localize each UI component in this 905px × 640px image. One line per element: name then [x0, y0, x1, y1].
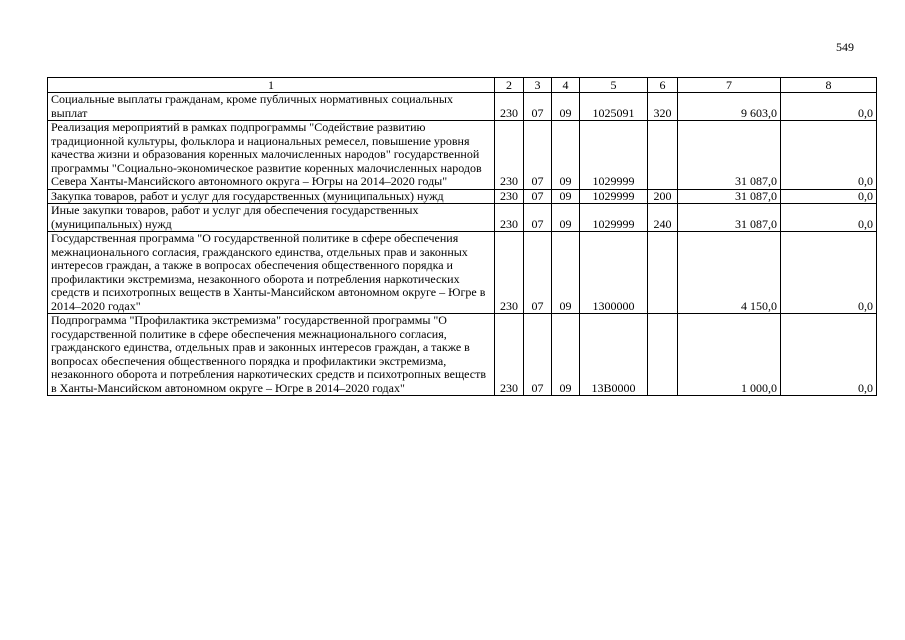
section-code: 07 — [524, 189, 552, 204]
table-row — [48, 121, 877, 190]
column-header: 3 — [524, 78, 552, 93]
amount: 1 000,0 — [678, 314, 781, 396]
section-code: 07 — [524, 204, 552, 232]
column-header: 2 — [495, 78, 524, 93]
expense-type-code — [648, 121, 678, 190]
row-name: Реализация мероприятий в рамках подпрограммы "Содействие развитию традиционной культуры, фольклора и национальных ремесел, повышение уровня качества жизни и образования коренных малочисленных народов" государственной программы "Социально-экономическое развитие коренных малочисленных народов Севера Ханты-Мансийского автономного округа – Югры на 2014–2020 годы" — [48, 121, 495, 190]
amount-2: 0,0 — [781, 204, 877, 232]
target-code: 13В0000 — [580, 314, 648, 396]
expense-type-code: 200 — [648, 189, 678, 204]
subsection-code: 09 — [552, 189, 580, 204]
amount-2: 0,0 — [781, 314, 877, 396]
amount-2: 0,0 — [781, 93, 877, 121]
admin-code: 230 — [495, 232, 524, 314]
target-code: 1025091 — [580, 93, 648, 121]
amount: 31 087,0 — [678, 121, 781, 190]
table-row — [48, 93, 877, 121]
budget-table — [47, 77, 877, 396]
table-row — [48, 189, 877, 204]
expense-type-code: 240 — [648, 204, 678, 232]
expense-type-code: 320 — [648, 93, 678, 121]
table-row — [48, 314, 877, 396]
target-code: 1300000 — [580, 232, 648, 314]
amount-2: 0,0 — [781, 189, 877, 204]
admin-code: 230 — [495, 314, 524, 396]
amount-2: 0,0 — [781, 232, 877, 314]
amount: 9 603,0 — [678, 93, 781, 121]
row-name: Государственная программа "О государственной политике в сфере обеспечения межнационального согласия, гражданского единства, отдельных прав и законных интересов граждан, а также в вопросах обеспечения общественного порядка и профилактики экстремизма, незаконного оборота и потребления наркотических средств и психотропных веществ в Ханты-Мансийском автономном округе – Югре в 2014–2020 годах" — [48, 232, 495, 314]
subsection-code: 09 — [552, 204, 580, 232]
header-row — [48, 78, 877, 93]
section-code: 07 — [524, 232, 552, 314]
admin-code: 230 — [495, 204, 524, 232]
row-name: Закупка товаров, работ и услуг для государственных (муниципальных) нужд — [48, 189, 495, 204]
target-code: 1029999 — [580, 204, 648, 232]
subsection-code: 09 — [552, 121, 580, 190]
table-row — [48, 232, 877, 314]
amount: 31 087,0 — [678, 204, 781, 232]
column-header: 6 — [648, 78, 678, 93]
target-code: 1029999 — [580, 189, 648, 204]
subsection-code: 09 — [552, 232, 580, 314]
section-code: 07 — [524, 314, 552, 396]
row-name: Подпрограмма "Профилактика экстремизма" государственной программы "О государственной политике в сфере обеспечения межнационального согласия, гражданского единства, отдельных прав и законных интересов граждан, а также в вопросах обеспечения общественного порядка и профилактики экстремизма, незаконного оборота и потребления наркотических средств и психотропных веществ в Ханты-Мансийском автономном округе – Югре в 2014–2020 годах" — [48, 314, 495, 396]
row-name: Социальные выплаты гражданам, кроме публичных нормативных социальных выплат — [48, 93, 495, 121]
target-code: 1029999 — [580, 121, 648, 190]
column-header: 1 — [48, 78, 495, 93]
expense-type-code — [648, 314, 678, 396]
admin-code: 230 — [495, 121, 524, 190]
expense-type-code — [648, 232, 678, 314]
section-code: 07 — [524, 121, 552, 190]
subsection-code: 09 — [552, 314, 580, 396]
amount-2: 0,0 — [781, 121, 877, 190]
admin-code: 230 — [495, 189, 524, 204]
table-row — [48, 204, 877, 232]
subsection-code: 09 — [552, 93, 580, 121]
row-name: Иные закупки товаров, работ и услуг для обеспечения государственных (муниципальных) нужд — [48, 204, 495, 232]
column-header: 5 — [580, 78, 648, 93]
amount: 31 087,0 — [678, 189, 781, 204]
column-header: 8 — [781, 78, 877, 93]
amount: 4 150,0 — [678, 232, 781, 314]
page-number: 549 — [836, 40, 854, 54]
section-code: 07 — [524, 93, 552, 121]
column-header: 4 — [552, 78, 580, 93]
admin-code: 230 — [495, 93, 524, 121]
column-header: 7 — [678, 78, 781, 93]
